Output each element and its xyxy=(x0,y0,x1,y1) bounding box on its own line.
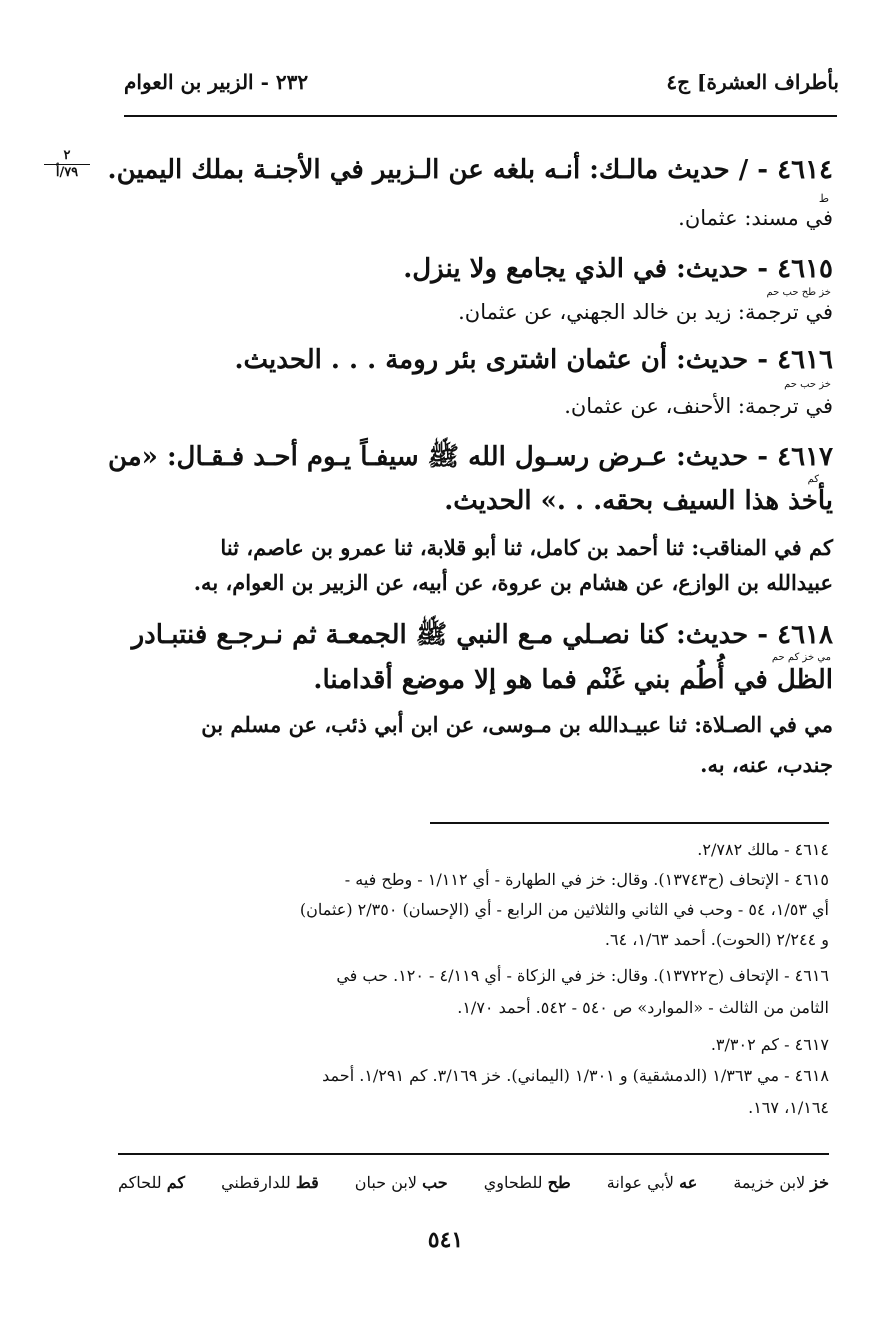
abbr-item: خز لابن خزيمة xyxy=(733,1173,829,1192)
entry-4617-source-1: كم في المناقب: ثنا أحمد بن كامل، ثنا أبو قلابة، ثنا عمرو بن عاصم، ثنا xyxy=(220,535,833,560)
entry-4614-mark: ط xyxy=(818,192,829,205)
footnote-rule xyxy=(430,822,829,824)
entry-4618-heading-cont: الظل في أُطُم بني غَنْم فما هو إلا موضع أقدامنا. xyxy=(313,665,833,695)
footnote-4617: ٤٦١٧ - كم ٣/٣٠٢. xyxy=(710,1035,829,1054)
entry-4614-source: في مسند: عثمان. xyxy=(678,206,833,230)
running-header-left: ٢٣٢ - الزبير بن العوام xyxy=(124,70,309,94)
footnote-4616-line2: الثامن من الثالث - «الموارد» ص ٥٤٠ - ٥٤٢. أحمد ١/٧٠. xyxy=(457,998,829,1017)
abbreviation-key xyxy=(118,1173,829,1192)
folio-top-number: ٢ xyxy=(63,148,71,163)
footnote-4615-line2: أي ١/٥٣، ٥٤ - وحب في الثاني والثلاثين من الرابع - أي (الإحسان) ٢/٣٥٠ (عثمان) xyxy=(299,900,829,919)
entry-4618-abbreviations: مي خز كم حم xyxy=(771,652,831,663)
entry-4617-heading-cont: يأخذ هذا السيف بحقه. . .» الحديث. xyxy=(444,486,833,516)
abbreviation-rule xyxy=(118,1153,829,1155)
entry-4618-source-1: مي في الصـلاة: ثنا عبيـدالله بن مـوسى، عن ابن أبي ذئب، عن مسلم بن xyxy=(201,712,833,737)
entry-4617-abbreviations: كم xyxy=(807,474,819,485)
entry-4614-heading: ٤٦١٤ - / حديث مالـك: أنـه بلغه عن الـزبير في الأجنـة بملك اليمين. xyxy=(107,155,833,185)
entry-4617-heading: ٤٦١٧ - حديث: عـرض رسـول الله ﷺ سيفـاً يـوم أحـد فـقـال: «من xyxy=(107,442,833,472)
abbr-item: قط للدارقطني xyxy=(221,1173,319,1192)
footnote-4616-line1: ٤٦١٦ - الإتحاف (ح١٣٧٢٢). وقال: خز في الزكاة - أي ٤/١١٩ - ١٢٠. حب في xyxy=(336,966,829,985)
abbr-item: حب لابن حبان xyxy=(354,1173,448,1192)
entry-4616-abbreviations: خز حب حم xyxy=(784,379,831,390)
entry-4615-abbreviations: خز طح حب حم xyxy=(766,287,831,298)
abbr-item: كم للحاكم xyxy=(118,1173,186,1192)
folio-bottom-number: ٧٩/أ xyxy=(44,164,90,181)
abbr-item: طح للطحاوي xyxy=(483,1173,571,1192)
footnote-4618-line2: ١/١٦٤، ١٦٧. xyxy=(748,1098,829,1117)
entry-4616-heading: ٤٦١٦ - حديث: أن عثمان اشترى بئر رومة . . . الحديث. xyxy=(234,345,833,375)
manuscript-folio-ref xyxy=(44,148,90,181)
running-header-right: بأطراف العشرة] ج٤ xyxy=(666,70,839,94)
entry-4616-source: في ترجمة: الأحنف، عن عثمان. xyxy=(564,394,833,418)
page-number: ٥٤١ xyxy=(427,1227,464,1253)
footnote-4618-line1: ٤٦١٨ - مي ١/٣٦٣ (الدمشقية) و ١/٣٠١ (اليماني). خز ٣/١٦٩. كم ١/٢٩١. أحمد xyxy=(322,1066,829,1085)
entry-4615-source: في ترجمة: زيد بن خالد الجهني، عن عثمان. xyxy=(458,300,833,324)
abbr-item: عه لأبي عوانة xyxy=(606,1173,698,1192)
entry-4618-source-2: جندب، عنه، به. xyxy=(700,752,833,777)
header-rule xyxy=(124,115,837,117)
footnote-4615-line3: و ٢/٢٤٤ (الحوت). أحمد ١/٦٣، ٦٤. xyxy=(604,930,829,949)
entry-4617-source-2: عبيدالله بن الوازع، عن هشام بن عروة، عن أبيه، عن الزبير بن العوام، به. xyxy=(193,570,833,595)
entry-4618-heading: ٤٦١٨ - حديث: كنا نصـلي مـع النبي ﷺ الجمعـة ثم نـرجـع فنتبـادر xyxy=(131,620,833,650)
footnote-4615-line1: ٤٦١٥ - الإتحاف (ح١٣٧٤٣). وقال: خز في الطهارة - أي ١/١١٢ - وطح فيه - xyxy=(344,870,829,889)
entry-4615-heading: ٤٦١٥ - حديث: في الذي يجامع ولا ينزل. xyxy=(403,254,833,284)
footnote-4614: ٤٦١٤ - مالك ٢/٧٨٢. xyxy=(697,840,829,859)
